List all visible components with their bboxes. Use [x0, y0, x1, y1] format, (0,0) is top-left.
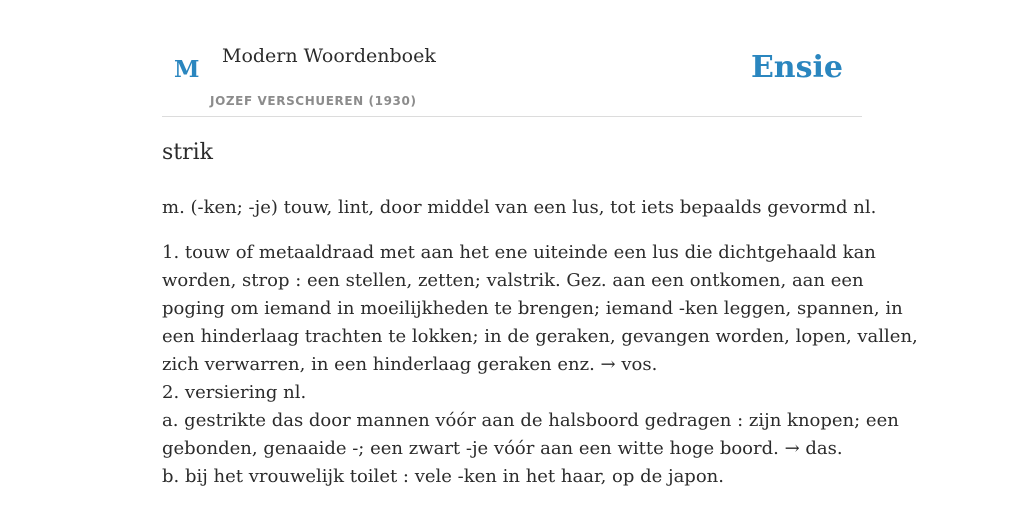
book-title[interactable]: Modern Woordenboek: [222, 45, 436, 67]
entry-definition: [162, 239, 918, 491]
site-header: [162, 0, 862, 117]
definition-line: een hinderlaag trachten te lokken; in de geraken, gevangen worden, lopen, vallen,: [162, 326, 918, 347]
definition-line: gebonden, genaaide -; een zwart -je vóór aan een witte hoge boord. → das.: [162, 438, 843, 459]
definition-line: 1. touw of metaaldraad met aan het ene uiteinde een lus die dichtgehaald kan: [162, 242, 876, 263]
site-logo-link[interactable]: Ensie: [750, 50, 843, 85]
definition-line: poging om iemand in moeilijkheden te brengen; iemand -ken leggen, spannen, in: [162, 298, 903, 319]
definition-line: a. gestrikte das door mannen vóór aan de halsboord gedragen : zijn knopen; een: [162, 410, 899, 431]
book-author: JOZEF VERSCHUEREN (1930): [210, 94, 417, 108]
book-logo[interactable]: M: [174, 56, 200, 83]
entry-summary: m. (-ken; -je) touw, lint, door middel van een lus, tot iets bepaalds gevormd nl.: [162, 197, 877, 218]
definition-line: 2. versiering nl.: [162, 382, 307, 403]
entry-headword: strik: [162, 140, 214, 165]
definition-line: worden, strop : een stellen, zetten; valstrik. Gez. aan een ontkomen, aan een: [162, 270, 864, 291]
definition-line: zich verwarren, in een hinderlaag geraken enz. → vos.: [162, 354, 658, 375]
definition-line: b. bij het vrouwelijk toilet : vele -ken in het haar, op de japon.: [162, 466, 724, 487]
